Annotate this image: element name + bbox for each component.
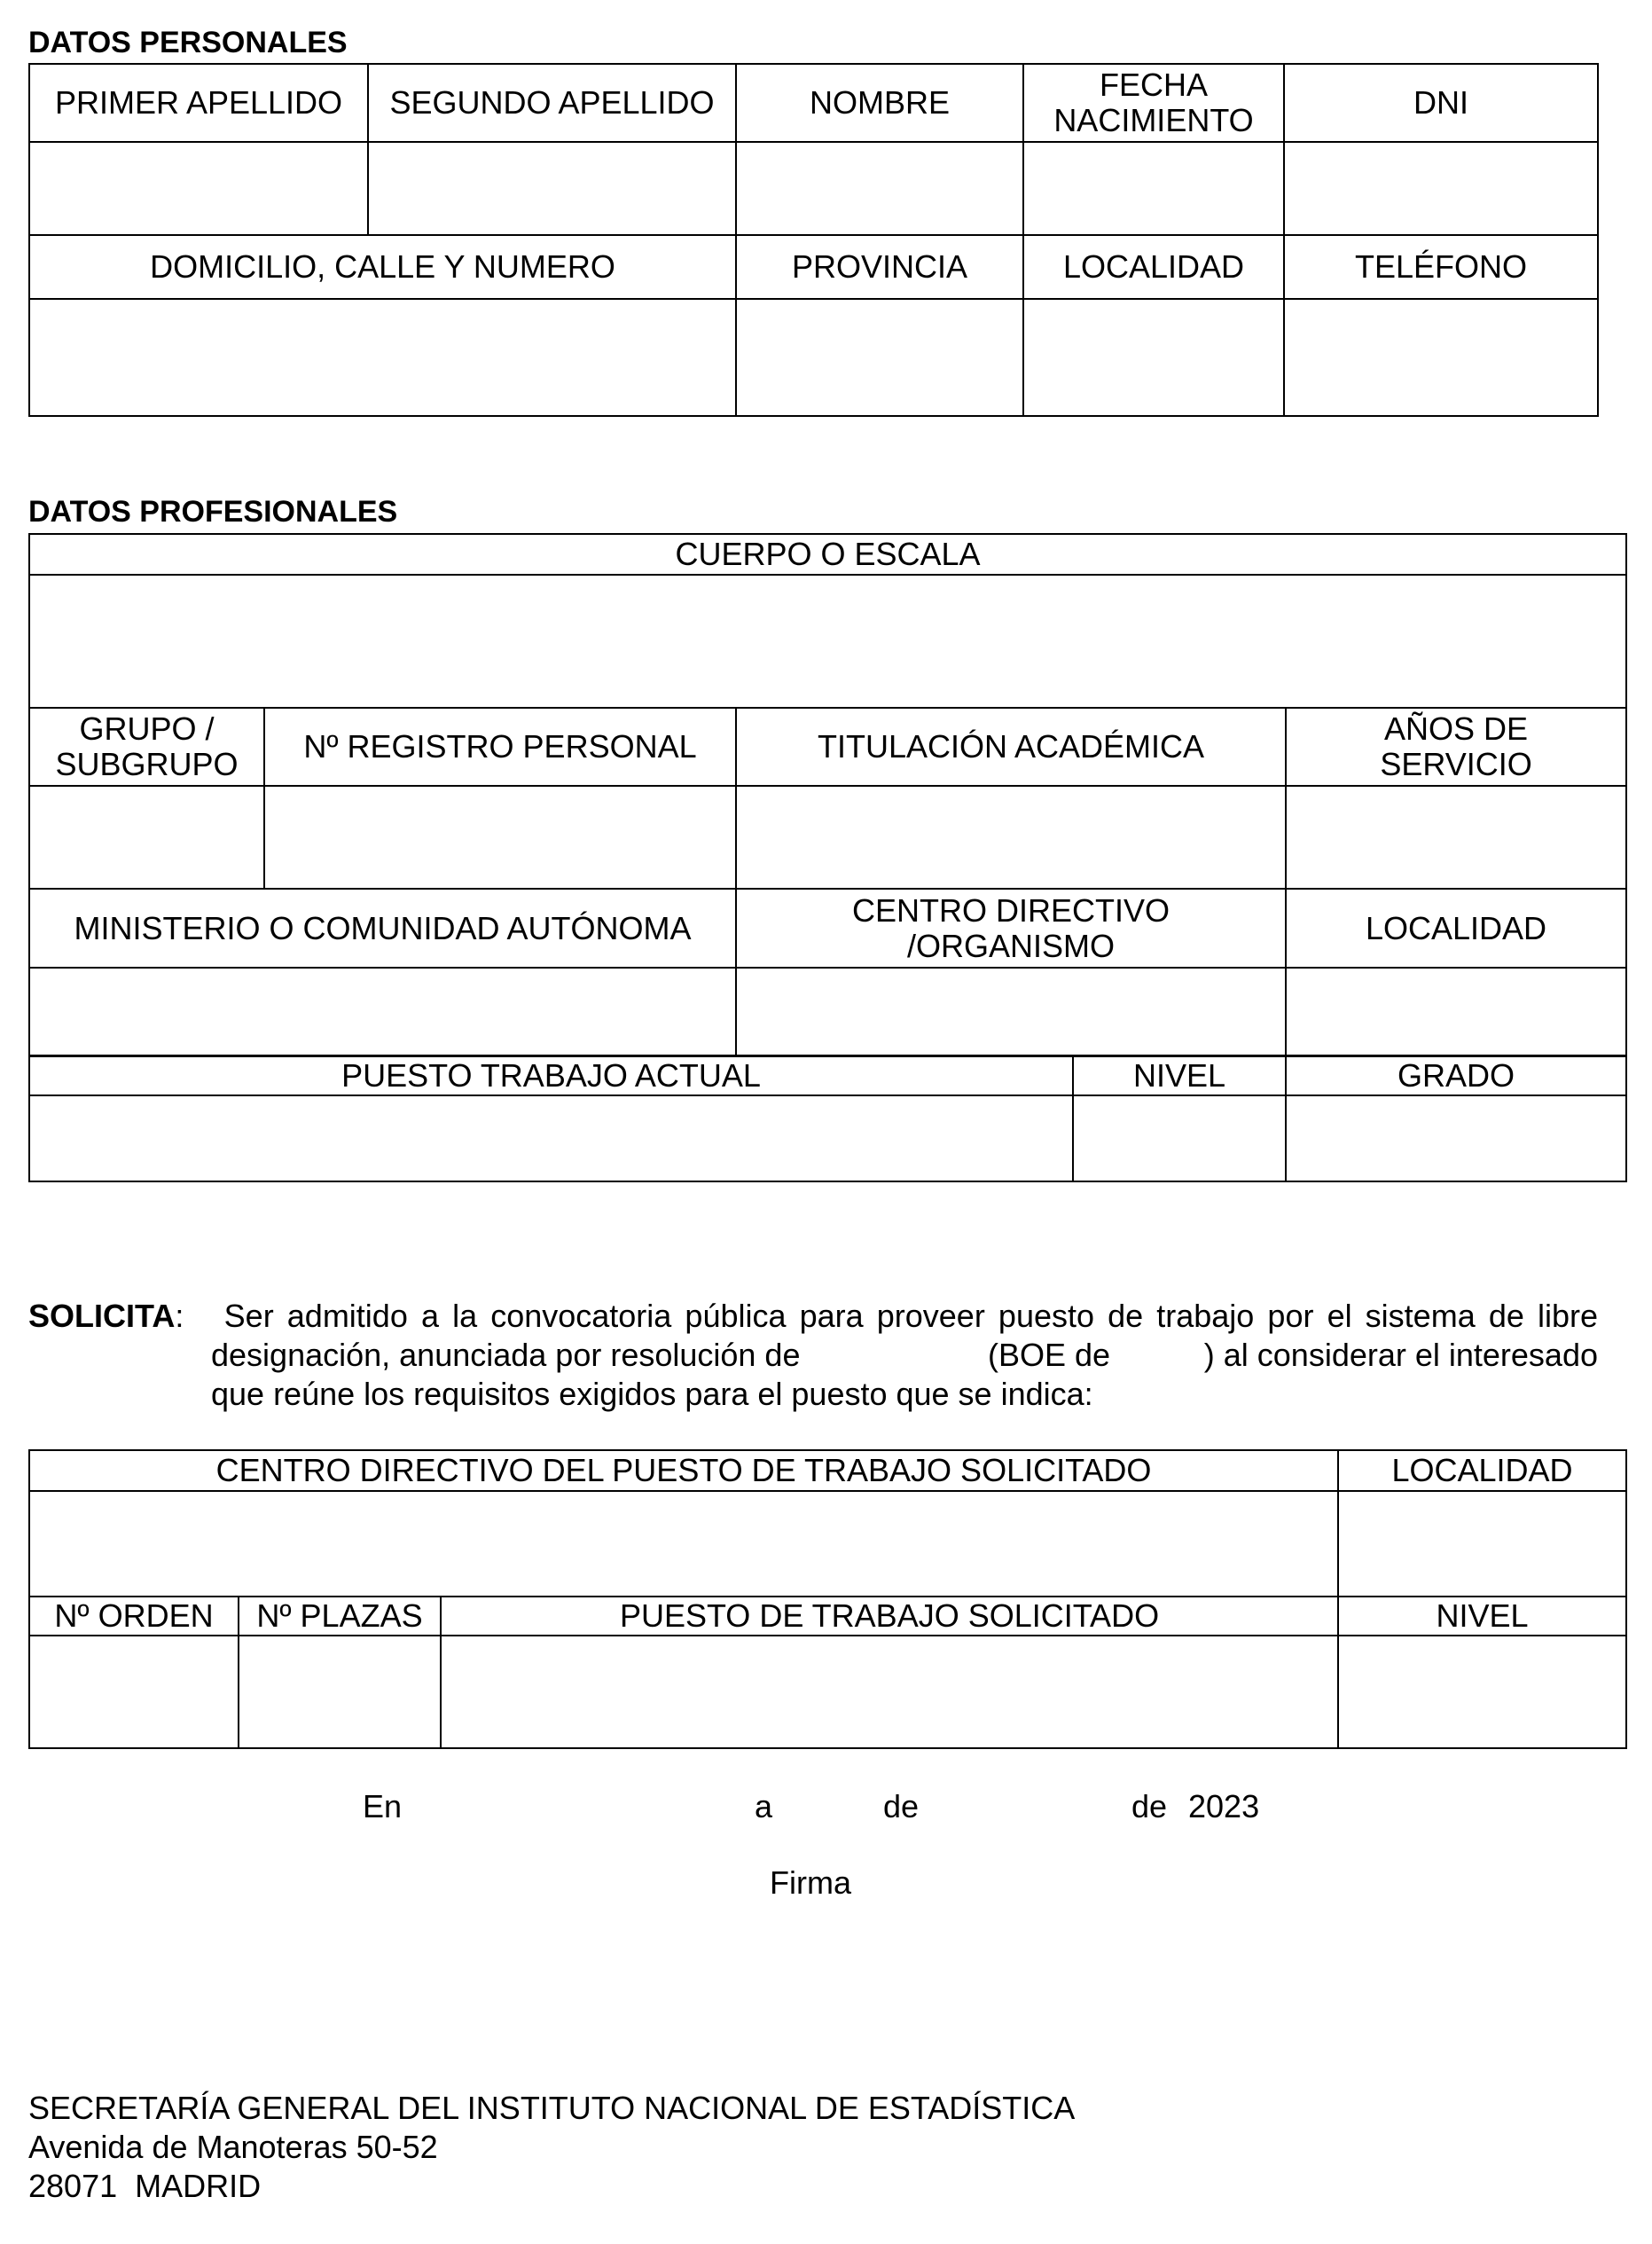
header-localidad-solicitada: LOCALIDAD: [1338, 1450, 1626, 1491]
field-grado[interactable]: [1286, 1095, 1626, 1181]
header-provincia: PROVINCIA: [736, 235, 1023, 299]
header-grado: GRADO: [1286, 1055, 1626, 1095]
header-centro-directivo: CENTRO DIRECTIVO /ORGANISMO: [736, 889, 1286, 968]
field-centro-directivo[interactable]: [736, 968, 1286, 1056]
header-ministerio: MINISTERIO O COMUNIDAD AUTÓNOMA: [29, 889, 736, 968]
field-localidad-prof[interactable]: [1286, 968, 1626, 1056]
header-nivel-solicitado: NIVEL: [1338, 1597, 1626, 1636]
header-cuerpo-escala: CUERPO O ESCALA: [29, 534, 1626, 575]
field-localidad[interactable]: [1023, 299, 1284, 416]
header-dni: DNI: [1284, 64, 1598, 142]
professional-data-table: [28, 533, 1627, 1057]
requested-post-table: [28, 1449, 1627, 1749]
solicita-body: [211, 1336, 1598, 1414]
header-nivel-actual: NIVEL: [1073, 1055, 1286, 1095]
field-primer-apellido[interactable]: [29, 142, 368, 235]
header-localidad-prof: LOCALIDAD: [1286, 889, 1626, 968]
date-a: a: [755, 1788, 773, 1824]
field-segundo-apellido[interactable]: [368, 142, 736, 235]
solicita-line-1: SOLICITA: Ser admitido a la convocatoria pública para proveer puesto de trabajo por el sistema de libre: [28, 1298, 1598, 1334]
date-de-1: de: [883, 1788, 920, 1824]
header-numero-plazas: Nº PLAZAS: [239, 1597, 441, 1636]
header-telefono: TELÉFONO: [1284, 235, 1598, 299]
field-dni[interactable]: [1284, 142, 1598, 235]
field-domicilio[interactable]: [29, 299, 736, 416]
solicita-line-3: que reúne los requisitos exigidos para el puesto que se indica:: [211, 1376, 1093, 1412]
field-provincia[interactable]: [736, 299, 1023, 416]
field-registro-personal[interactable]: [264, 786, 736, 889]
header-segundo-apellido: SEGUNDO APELLIDO: [368, 64, 736, 142]
signature-label: Firma: [770, 1864, 851, 1901]
footer-line-3: 28071 MADRID: [28, 2168, 262, 2204]
header-primer-apellido: PRIMER APELLIDO: [29, 64, 368, 142]
header-registro-personal: Nº REGISTRO PERSONAL: [264, 708, 736, 786]
solicita-line-2: designación, anunciada por resolución de (BOE de ) al considerar el interesado: [211, 1337, 1598, 1373]
header-numero-orden: Nº ORDEN: [29, 1597, 239, 1636]
field-localidad-solicitada[interactable]: [1338, 1491, 1626, 1597]
field-telefono[interactable]: [1284, 299, 1598, 416]
field-ministerio[interactable]: [29, 968, 736, 1056]
field-cuerpo-escala[interactable]: [29, 575, 1626, 708]
header-puesto-actual: PUESTO TRABAJO ACTUAL: [29, 1055, 1073, 1095]
field-nivel-actual[interactable]: [1073, 1095, 1286, 1181]
personal-data-table: [28, 63, 1599, 417]
date-de-2: de: [1131, 1788, 1168, 1824]
header-centro-solicitado: CENTRO DIRECTIVO DEL PUESTO DE TRABAJO SOLICITADO: [29, 1450, 1338, 1491]
header-localidad: LOCALIDAD: [1023, 235, 1284, 299]
field-puesto-solicitado[interactable]: [441, 1636, 1338, 1748]
footer-line-1: SECRETARÍA GENERAL DEL INSTITUTO NACIONAL DE ESTADÍSTICA: [28, 2090, 1076, 2126]
header-puesto-solicitado: PUESTO DE TRABAJO SOLICITADO: [441, 1597, 1338, 1636]
header-nombre: NOMBRE: [736, 64, 1023, 142]
field-titulacion-academica[interactable]: [736, 786, 1286, 889]
field-nivel-solicitado[interactable]: [1338, 1636, 1626, 1748]
section-title-professional: DATOS PROFESIONALES: [28, 495, 398, 529]
current-post-table: [28, 1055, 1627, 1182]
field-fecha-nacimiento[interactable]: [1023, 142, 1284, 235]
field-grupo-subgrupo[interactable]: [29, 786, 264, 889]
field-centro-solicitado[interactable]: [29, 1491, 1338, 1597]
footer-address: [28, 2089, 1075, 2206]
header-grupo-subgrupo: GRUPO / SUBGRUPO: [29, 708, 264, 786]
header-anos-servicio: AÑOS DE SERVICIO: [1286, 708, 1626, 786]
date-year: 2023: [1188, 1788, 1260, 1824]
field-nombre[interactable]: [736, 142, 1023, 235]
section-title-personal: DATOS PERSONALES: [28, 26, 348, 59]
header-titulacion-academica: TITULACIÓN ACADÉMICA: [736, 708, 1286, 786]
field-puesto-actual[interactable]: [29, 1095, 1073, 1181]
header-domicilio: DOMICILIO, CALLE Y NUMERO: [29, 235, 736, 299]
field-numero-plazas[interactable]: [239, 1636, 441, 1748]
footer-line-2: Avenida de Manoteras 50-52: [28, 2129, 438, 2165]
field-anos-servicio[interactable]: [1286, 786, 1626, 889]
field-numero-orden[interactable]: [29, 1636, 239, 1748]
header-fecha-nacimiento: FECHA NACIMIENTO: [1023, 64, 1284, 142]
date-en: En: [363, 1788, 403, 1824]
